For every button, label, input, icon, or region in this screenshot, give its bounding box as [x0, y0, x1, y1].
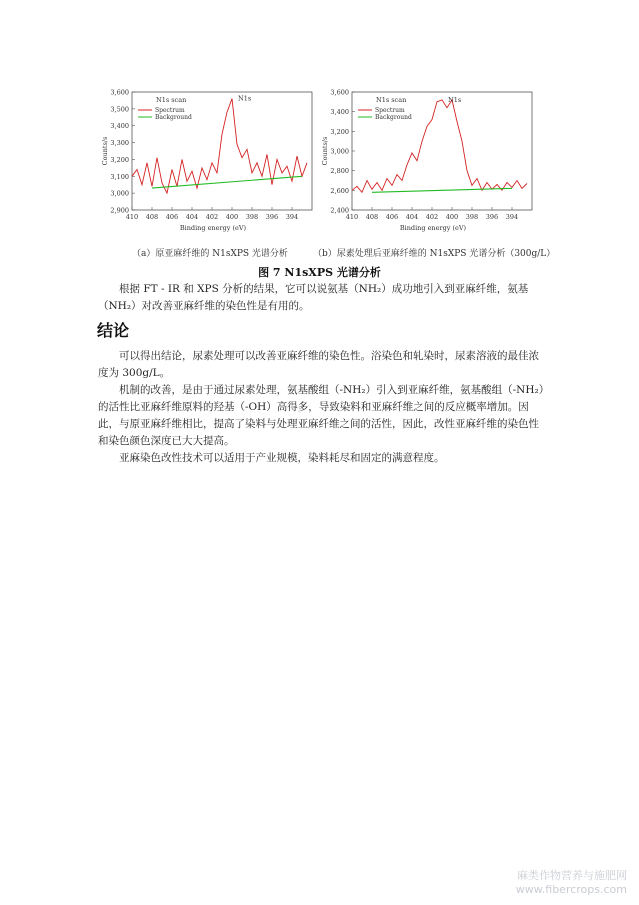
x-tick-label: 402: [425, 213, 439, 221]
chart-a-raw-flax-n1s: [98, 84, 320, 242]
x-axis-label: Binding energy (eV): [399, 224, 467, 232]
y-tick-label: 2,400: [330, 206, 349, 215]
annotation-peak: N1s: [238, 94, 252, 103]
y-tick-label: 3,000: [330, 147, 349, 156]
y-tick-label: 3,300: [110, 139, 129, 148]
x-tick-label: 410: [125, 213, 139, 221]
y-axis-label: Counts/s: [321, 136, 329, 166]
y-tick-label: 3,500: [110, 105, 129, 114]
y-axis-label: Counts/s: [101, 136, 109, 166]
x-tick-label: 398: [245, 213, 259, 221]
legend-label-spectrum: Spectrum: [375, 107, 405, 115]
y-tick-label: 3,600: [330, 88, 349, 97]
y-tick-label: 3,600: [110, 88, 129, 97]
annotation-peak: N1s: [448, 95, 462, 104]
paragraph-ftir-xps: 根据 FT - IR 和 XPS 分析的结果，它可以说氨基（NH₂）成功地引入到亚麻纤维，氨基（NH₂）对改善亚麻纤维的染色性是有用的。: [98, 283, 529, 312]
watermark: [516, 869, 627, 897]
paragraph-conclusion-1: 可以得出结论，尿素处理可以改善亚麻纤维的染色性。浴染色和轧染时，尿素溶液的最佳浓度为 300g/L。: [98, 350, 539, 379]
paragraph-mechanism: 机制的改善，是由于通过尿素处理，氨基酸组（-NH₂）引入到亚麻纤维，氨基酸组（-NH₂）的活性比亚麻纤维原料的羟基（-OH）高得多，导致染料和亚麻纤维之间的反应概率增加。因此，与原亚麻纤维相比，提高了染料与处理亚麻纤维之间的活性，因此，改性亚麻纤维的染色性和染色颜色深度已大大提高。: [98, 384, 544, 447]
y-tick-label: 2,900: [110, 206, 129, 215]
x-tick-label: 400: [445, 213, 459, 221]
x-tick-label: 404: [185, 213, 199, 221]
x-tick-label: 398: [465, 213, 479, 221]
y-tick-label: 3,200: [110, 155, 129, 164]
x-tick-label: 402: [205, 213, 219, 221]
y-tick-label: 3,400: [110, 122, 129, 131]
figure-title: 图 7 N1sXPS 光谱分析: [258, 266, 381, 279]
x-tick-label: 394: [505, 213, 519, 221]
paragraph-application: 亚麻染色改性技术可以适用于产业规模，染料耗尽和固定的满意程度。: [119, 452, 445, 464]
y-tick-label: 3,400: [330, 108, 349, 117]
x-axis-label: Binding energy (eV): [179, 224, 247, 232]
y-tick-label: 3,100: [110, 172, 129, 181]
x-tick-label: 404: [405, 213, 419, 221]
x-tick-label: 394: [285, 213, 299, 221]
watermark-url: www.fibercrops.com: [515, 883, 627, 896]
annotation-scan: N1s scan: [376, 96, 407, 104]
x-tick-label: 406: [165, 213, 179, 221]
y-tick-label: 3,000: [110, 189, 129, 198]
y-tick-label: 2,800: [330, 167, 349, 176]
watermark-site-name: 麻类作物营养与施肥网: [517, 869, 627, 882]
y-tick-label: 3,200: [330, 127, 349, 136]
legend-label-spectrum: Spectrum: [155, 107, 185, 115]
section-heading-conclusion: 结论: [97, 321, 130, 340]
legend-label-background: Background: [375, 114, 412, 122]
x-tick-label: 400: [225, 213, 239, 221]
x-tick-label: 410: [345, 213, 359, 221]
legend-label-background: Background: [155, 114, 192, 122]
x-tick-label: 406: [385, 213, 399, 221]
chart-b-urea-treated-n1s: [318, 84, 540, 242]
x-tick-label: 396: [485, 213, 499, 221]
x-tick-label: 408: [365, 213, 379, 221]
series-background-line: [372, 188, 512, 192]
y-tick-label: 2,600: [330, 186, 349, 195]
caption-b: （b）尿素处理后亚麻纤维的 N1sXPS 光谱分析（300g/L）: [313, 249, 556, 259]
x-tick-label: 408: [145, 213, 159, 221]
annotation-scan: N1s scan: [156, 96, 187, 104]
x-tick-label: 396: [265, 213, 279, 221]
caption-a: （a）原亚麻纤维的 N1sXPS 光谱分析: [132, 249, 288, 259]
